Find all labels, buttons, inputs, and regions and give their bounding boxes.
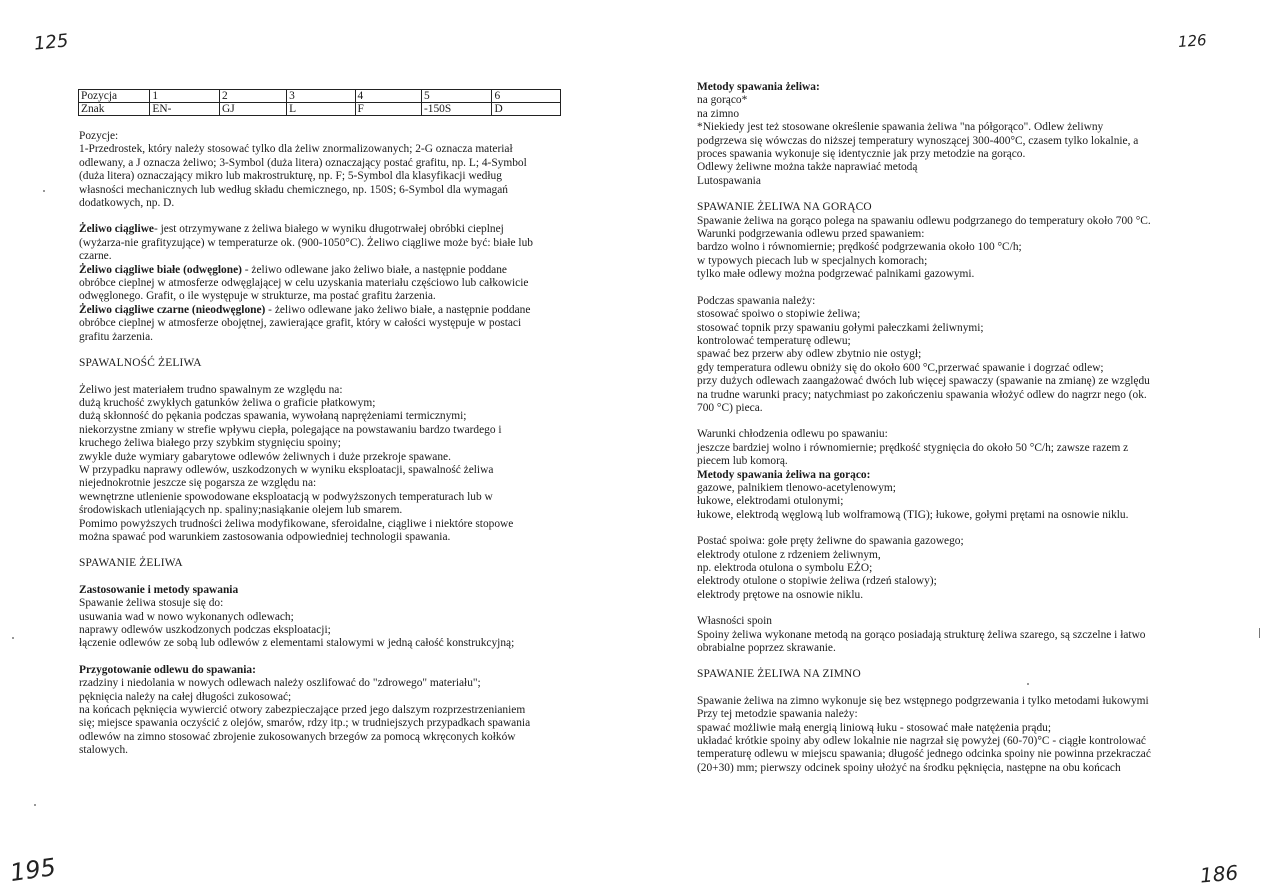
line-text: dużą kruchość zwykłych gatunków żeliwa o graficie płatkowym; <box>79 396 376 409</box>
bold-term: Żeliwo ciągliwe <box>79 223 154 236</box>
text-line <box>79 331 569 344</box>
line-text: Spawanie żeliwa stosuje się do: <box>79 597 224 610</box>
paragraph-gap <box>697 655 1187 668</box>
paragraph-gap <box>79 571 569 584</box>
text-line <box>79 197 569 210</box>
line-text: W przypadku naprawy odlewów, uszkodzonych w wyniku eksploatacji, spawalność żeliwa <box>79 463 494 476</box>
line-text: np. elektroda otulona o symbolu EŻO; <box>697 562 873 574</box>
text-line <box>79 264 569 277</box>
paragraph-gap <box>697 282 1187 295</box>
line-text: - jest otrzymywane z żeliwa białego w wyniku długotrwałej obróbki cieplnej <box>153 223 504 236</box>
page-number-top-right: 126 <box>1177 31 1208 51</box>
line-text: spawać możliwie małą energią liniową łuku - stosować małe natężenia prądu; <box>697 721 1052 734</box>
line-text: kontrolować temperaturę odlewu; <box>697 334 851 347</box>
text-line <box>697 268 1187 281</box>
line-text: niekorzystne zmiany w strefie wpływu ciepła, polegające na powstawaniu bardzo twardego i <box>79 423 502 436</box>
text-line <box>697 482 1187 495</box>
text-line <box>79 304 569 317</box>
text-line <box>79 130 569 143</box>
text-line <box>79 504 569 517</box>
line-text: na zimno <box>697 107 740 120</box>
paragraph-gap <box>79 651 569 664</box>
bold-term: Żeliwo ciągliwe białe (odwęglone) <box>79 263 242 276</box>
text-line <box>79 143 569 156</box>
text-line <box>697 589 1187 602</box>
line-text: gdy temperatura odlewu obniży się do około 600 °C,przerwać spawanie i dogrzać odlew; <box>697 361 1104 374</box>
paragraph-gap <box>697 602 1187 615</box>
line-text: układać krótkie spoiny aby odlew lokalnie nie nagrzał się powyżej (60-70)°C - ciągłe kontrolować <box>697 735 1146 748</box>
section-heading <box>697 201 1187 214</box>
text-line <box>697 362 1187 375</box>
line-text: Warunki chłodzenia odlewu po spawaniu: <box>697 428 888 441</box>
line-text: się; miejsce spawania oczyścić z olejów, smarów, rdzy itp.; w trudniejszych przypadkach spawania <box>79 717 531 730</box>
table-cell: 5 <box>422 90 492 103</box>
line-text: Przy tej metodzie spawania należy: <box>697 708 858 721</box>
text-line <box>79 518 569 531</box>
line-text: Postać spoiwa: gołe pręty żeliwne do spawania gazowego; <box>697 535 964 548</box>
line-text: (duża litera) oznaczający mikro lub makrostrukturę, np. F; 5-Symbol dla klasyfikacji według <box>79 170 502 183</box>
line-text: przy dużych odlewach zaangażować dwóch lub więcej spawaczy (spawanie na zmianę) ze względu <box>697 375 1150 388</box>
text-line <box>79 637 569 650</box>
text-line <box>697 215 1187 228</box>
left-page <box>0 0 633 893</box>
line-text: *Niekiedy jest też stosowane określenie spawania żeliwa "na półgorąco". Odlew żeliwny <box>697 121 1104 134</box>
text-line <box>697 295 1187 308</box>
line-text: spawać bez przerw aby odlew zbytnio nie ostygł; <box>697 348 922 361</box>
text-line <box>697 389 1187 402</box>
page-number-bottom-right: 186 <box>1199 860 1240 888</box>
line-text: własności mechanicznych lub według składu chemicznego, np. 150S; 6-Symbol dla wymagań <box>79 183 508 196</box>
line-text: na końcach pęknięcia wywiercić otwory zabezpieczające przed jego dalszym rozprzestrzenianiem <box>79 704 526 717</box>
line-text: Lutospawania <box>697 174 761 187</box>
line-text: Własności spoin <box>697 615 772 628</box>
text-line <box>697 228 1187 241</box>
line-text: kruchego żeliwa białego przy szybkim stygnięciu spoiny; <box>79 437 341 450</box>
text-line <box>697 255 1187 268</box>
text-line <box>697 442 1187 455</box>
text-line <box>79 397 569 410</box>
scan-speck <box>12 637 14 639</box>
line-text: dużą skłonność do pękania podczas spawania, wywołaną naprężeniami termicznymi; <box>79 410 467 423</box>
line-text: grafitu żarzenia. <box>79 330 153 343</box>
bold-term: Metody spawania żeliwa: <box>697 81 820 93</box>
text-line <box>697 161 1187 174</box>
table-cell: D <box>492 103 561 116</box>
line-text: środowiskach utleniających np. spaliny;nasiąkanie olejem lub smarem. <box>79 504 403 517</box>
line-text: Żeliwo jest materiałem trudno spawalnym ze względu na: <box>79 383 343 396</box>
right-page <box>634 0 1267 893</box>
line-text: stalowych. <box>79 744 129 757</box>
line-text: łukowe, elektrodami otulonymi; <box>697 495 844 508</box>
line-text: SPAWALNOŚĆ ŻELIWA <box>79 357 202 370</box>
text-line <box>697 735 1187 748</box>
table-cell: F <box>355 103 421 116</box>
line-text: elektrody otulone o stopiwie żeliwa (rdzeń stalowy); <box>697 575 937 588</box>
line-text: - żeliwo odlewane jako żeliwo białe, a następnie poddane <box>241 263 507 276</box>
table-row <box>79 90 561 103</box>
paragraph-gap <box>697 522 1187 535</box>
table-row <box>79 103 561 116</box>
text-line <box>79 704 569 717</box>
text-line <box>697 148 1187 161</box>
paragraph-gap <box>79 544 569 557</box>
line-text: Spoiny żeliwa wykonane metodą na gorąco posiadają strukturę żeliwa szarego, są szczelne i łatwo <box>697 628 1146 641</box>
line-text: stosować spoiwo o stopiwie żeliwa; <box>697 308 861 321</box>
text-line <box>697 549 1187 562</box>
paragraph-gap <box>79 371 569 384</box>
table-cell: 6 <box>492 90 561 103</box>
text-line <box>697 575 1187 588</box>
text-line <box>697 562 1187 575</box>
line-text: usuwania wad w nowo wykonanych odlewach; <box>79 610 294 623</box>
line-text: elektrody prętowe na osnowie niklu. <box>697 588 864 601</box>
line-text: Pozycje: <box>79 130 119 142</box>
line-text: (wyżarza-nie grafityzujące) w temperaturze ok. (900-1050°C). Żeliwo ciągliwe może być: białe lub <box>79 236 533 249</box>
text-line <box>79 384 569 397</box>
text-line <box>79 464 569 477</box>
paragraph-gap <box>79 344 569 357</box>
paragraph-gap <box>79 210 569 223</box>
text-line <box>79 744 569 757</box>
scan-speck <box>1027 683 1029 685</box>
line-text: podgrzewa się wówczas do niższej temperatury wynoszącej 300-400°C, czasem tylko lokalnie, a <box>697 134 1139 147</box>
text-line <box>79 531 569 544</box>
text-line <box>697 402 1187 415</box>
text-line <box>79 290 569 303</box>
text-line <box>79 223 569 236</box>
scan-speck <box>34 804 36 806</box>
text-line <box>79 477 569 490</box>
line-text: Podczas spawania należy: <box>697 294 816 307</box>
line-text: 1-Przedrostek, który należy stosować tylko dla żeliw znormalizowanych; 2-G oznacza materiał <box>79 143 513 156</box>
text-line <box>79 611 569 624</box>
text-line <box>79 731 569 744</box>
scan-speck <box>1259 628 1260 638</box>
page-number-top-left: 125 <box>32 30 70 55</box>
line-text: Pomimo powyższych trudności żeliwa modyfikowane, sferoidalne, ciągliwe i niektóre stopowe <box>79 517 514 530</box>
text-line <box>697 469 1187 482</box>
text-line <box>697 748 1187 761</box>
text-line <box>697 629 1187 642</box>
table-cell: EN- <box>150 103 220 116</box>
line-text: wewnętrzne utlenienie spowodowane eksploatacją w podwyższonych temperaturach lub w <box>79 490 493 503</box>
text-line <box>697 642 1187 655</box>
line-text: piecem lub komorą. <box>697 455 788 468</box>
line-text: Warunki podgrzewania odlewu przed spawaniem: <box>697 228 925 241</box>
table-cell: GJ <box>220 103 287 116</box>
table-cell: 2 <box>220 90 287 103</box>
line-text: tylko małe odlewy można podgrzewać palnikami gazowymi. <box>697 268 975 281</box>
bold-term: Przygotowanie odlewu do spawania: <box>79 663 256 676</box>
text-line <box>697 695 1187 708</box>
text-line <box>697 135 1187 148</box>
line-text: łączenie odlewów ze sobą lub odlewów z elementami stalowymi w jedną całość konstrukcyjną; <box>79 637 515 650</box>
line-text: odlewów na zimno stosować zbrojenie zukosowanych brzegów za pomocą wkręconych kołków <box>79 730 516 743</box>
line-text: stosować topnik przy spawaniu gołymi pałeczkami żeliwnymi; <box>697 321 984 334</box>
line-text: elektrody otulone z rdzeniem żeliwnym, <box>697 548 881 561</box>
text-line <box>697 175 1187 188</box>
text-line <box>697 94 1187 107</box>
text-line <box>697 509 1187 522</box>
text-line <box>79 624 569 637</box>
text-line <box>697 348 1187 361</box>
line-text: gazowe, palnikiem tlenowo-acetylenowym; <box>697 481 896 494</box>
left-text-column <box>79 130 569 758</box>
text-line <box>697 722 1187 735</box>
text-line <box>79 237 569 250</box>
paragraph-gap <box>697 682 1187 695</box>
section-heading <box>79 357 569 370</box>
text-line <box>697 81 1187 94</box>
line-text: SPAWANIE ŻELIWA <box>79 557 183 570</box>
line-text: naprawy odlewów uszkodzonych podczas eksploatacji; <box>79 624 331 636</box>
table-cell: L <box>287 103 355 116</box>
line-text: obróbce cieplnej w atmosferze obojętnej, zawierające grafit, który w całości występuje w postaci <box>79 317 522 330</box>
line-text: - żeliwo odlewane jako żeliwo białe, a następnie poddane <box>265 303 531 316</box>
text-line <box>79 424 569 437</box>
line-text: można spawać pod warunkiem zastosowania odpowiedniej technologii spawania. <box>79 530 451 543</box>
text-line <box>79 184 569 197</box>
text-line <box>79 584 569 597</box>
text-line <box>79 717 569 730</box>
text-line <box>79 664 569 677</box>
text-line <box>697 455 1187 468</box>
text-line <box>697 241 1187 254</box>
right-text-column <box>697 81 1187 775</box>
table-cell: -150S <box>422 103 492 116</box>
paragraph-gap <box>697 415 1187 428</box>
text-line <box>79 451 569 464</box>
text-line <box>697 121 1187 134</box>
text-line <box>79 170 569 183</box>
text-line <box>79 597 569 610</box>
line-text: dodatkowych, np. D. <box>79 197 175 210</box>
bold-term: Żeliwo ciągliwe czarne (nieodwęglone) <box>79 303 266 316</box>
text-line <box>697 308 1187 321</box>
line-text: niejednokrotnie jeszcze się pogarsza ze względu na: <box>79 477 317 490</box>
line-text: obrabialne poprzez skrawanie. <box>697 642 836 655</box>
text-line <box>697 495 1187 508</box>
line-text: na gorąco* <box>697 94 748 107</box>
text-line <box>79 691 569 704</box>
text-line <box>79 277 569 290</box>
text-line <box>697 708 1187 721</box>
section-heading <box>79 557 569 570</box>
scan-speck <box>43 190 45 192</box>
line-text: 700 °C) pieca. <box>697 401 763 414</box>
table-cell: 1 <box>150 90 220 103</box>
line-text: SPAWANIE ŻELIWA NA ZIMNO <box>697 668 861 681</box>
line-text: Spawanie żeliwa na gorąco polega na spawaniu odlewu podgrzanego do temperatury około 700 °C. <box>697 214 1151 227</box>
table-cell: Znak <box>79 103 150 116</box>
line-text: rzadziny i niedolania w nowych odlewach należy oszlifować do "zdrowego" materiału"; <box>79 677 481 690</box>
line-text: SPAWANIE ŻELIWA NA GORĄCO <box>697 201 872 214</box>
line-text: pęknięcia należy na całej długości zukosować; <box>79 690 292 703</box>
text-line <box>697 428 1187 441</box>
line-text: czarne. <box>79 250 112 263</box>
line-text: na trudne warunki pracy; natychmiast po zakończeniu spawania włożyć odlew do nagrzr nego (ok. <box>697 388 1147 401</box>
table-cell: 4 <box>355 90 421 103</box>
line-text: (20+30) mm; pierwszy odcinek spoiny ułożyć na środku pęknięcia, następne na obu końcach <box>697 761 1121 774</box>
page-number-bottom-left: 195 <box>8 852 58 888</box>
bold-term: Zastosowanie i metody spawania <box>79 583 239 596</box>
text-line <box>79 437 569 450</box>
table-cell: Pozycja <box>79 90 150 103</box>
text-line <box>79 491 569 504</box>
text-line <box>79 250 569 263</box>
text-line <box>697 615 1187 628</box>
bold-term: Metody spawania żeliwa na gorąco: <box>697 468 871 481</box>
line-text: obróbce cieplnej w atmosferze odwęglającej w celu uzyskania materiału częściowo lub całkowicie <box>79 277 529 290</box>
line-text: bardzo wolno i równomiernie; prędkość podgrzewania około 100 °C/h; <box>697 241 1022 254</box>
section-heading <box>697 668 1187 681</box>
text-line <box>79 677 569 690</box>
line-text: odwęglonego. Grafit, o ile występuje w strukturze, ma postać grafitu żarzenia. <box>79 290 436 303</box>
text-line <box>697 335 1187 348</box>
line-text: proces spawania wykonuje się identycznie jak przy metodzie na gorąco. <box>697 148 1026 161</box>
text-line <box>697 108 1187 121</box>
line-text: łukowe, elektrodą węglową lub wolframową (TIG); łukowe, gołymi prętami na osnowie niklu. <box>697 508 1129 521</box>
line-text: temperaturę odlewu w miejscu spawania; długość jednego odcinka spoiny nie powinna przekraczać <box>697 748 1151 761</box>
text-line <box>79 157 569 170</box>
line-text: Spawanie żeliwa na zimno wykonuje się bez wstępnego podgrzewania i tylko metodami łukowymi <box>697 694 1149 707</box>
text-line <box>79 317 569 330</box>
line-text: odlewany, a J oznacza żeliwo; 3-Symbol (duża litera) oznaczający postać grafitu, np. L; 4-Symbol <box>79 156 527 169</box>
text-line <box>697 535 1187 548</box>
line-text: jeszcze bardziej wolno i równomiernie; prędkość stygnięcia do około 50 °C/h; zawsze razem z <box>697 441 1129 454</box>
text-line <box>697 762 1187 775</box>
text-line <box>697 375 1187 388</box>
table-cell: 3 <box>287 90 355 103</box>
line-text: w typowych piecach lub w specjalnych komorach; <box>697 254 928 267</box>
text-line <box>697 322 1187 335</box>
line-text: zwykle duże wymiary gabarytowe odlewów żeliwnych i duże przekroje spawane. <box>79 450 451 463</box>
line-text: Odlewy żeliwne można także naprawiać metodą <box>697 161 918 174</box>
grade-designation-table <box>78 89 561 116</box>
text-line <box>79 410 569 423</box>
paragraph-gap <box>697 188 1187 201</box>
